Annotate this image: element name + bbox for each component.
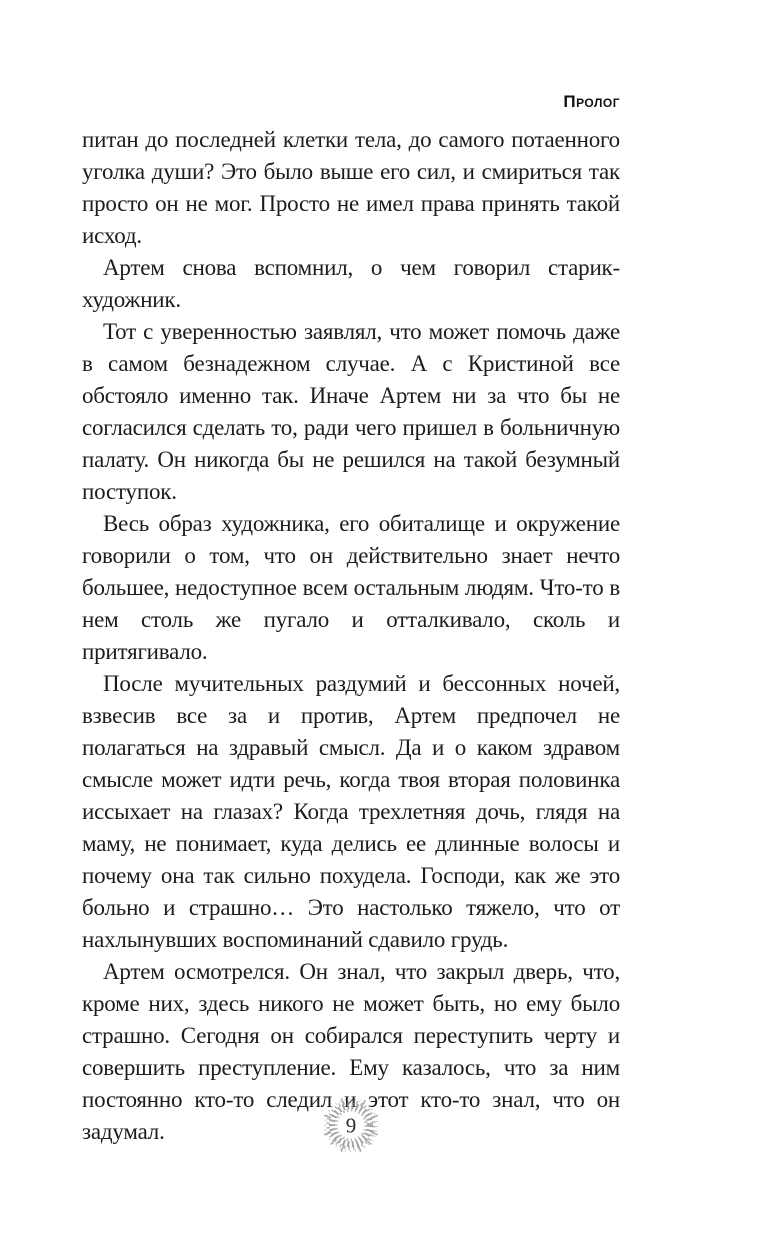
paragraph: Артем снова вспомнил, о чем говорил старик-художник. [82,255,620,312]
paragraph: Артем осмотрелся. Он знал, что закрыл дверь, что, кроме них, здесь никого не может быть, но ему было страшно. Сегодня он собирался переступить черту и совершить преступление. Ему казалось, что за ним постоянно кто-то следил и этот кто-то знал, что он задумал. [82,959,620,1144]
paragraph: питан до последней клетки тела, до самого потаенного уголка души? Это было выше его сил, и смириться так просто он не мог. Просто не имел права принять такой исход. [82,127,620,248]
text-block [82,124,620,1148]
paragraph: Тот с уверенностью заявлял, что может помочь даже в самом безнадежном случае. А с Кристиной все обстояло именно так. Иначе Артем ни за что бы не согласился сделать то, ради чего пришел в больничную палату. Он никогда бы не решился на такой безумный поступок. [82,319,620,504]
page-footer [82,1092,620,1162]
page-number: 9 [345,1113,357,1138]
paragraph: После мучительных раздумий и бессонных ночей, взвесив все за и против, Артем предпочел не полагаться на здравый смысл. Да и о каком здравом смысле может идти речь, когда твоя вторая половинка иссыхает на глазах? Когда трехлетняя дочь, глядя на маму, не понимает, куда делись ее длинные волосы и почему она так сильно похудела. Господи, как же это больно и страшно… Это настолько тяжело, что от нахлынувших воспоминаний сдавило грудь. [82,671,620,952]
paragraph: Весь образ художника, его обиталище и окружение говорили о том, что он действительно знает нечто большее, недоступное всем остальным людям. Что-то в нем столь же пугало и отталкивало, сколь и притягивало. [82,511,620,664]
running-header: Пролог [563,92,620,111]
wreath-ornament [316,1092,386,1162]
